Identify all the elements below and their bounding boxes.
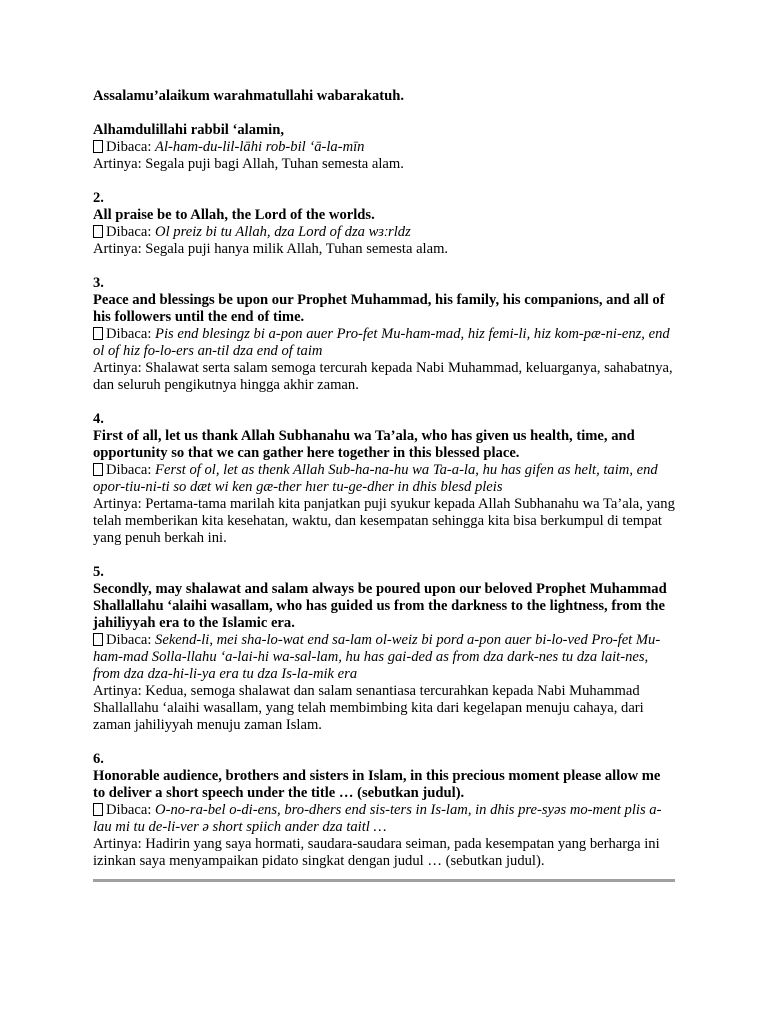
meaning-label: Artinya: [93,156,142,172]
item-reading [93,462,675,496]
greeting-line: Assalamu’alaikum warahmatullahi wabarakatuh. [93,88,404,104]
speech-item [93,275,675,394]
reading-text: Sekend-li, mei sha-lo-wat end sa-lam ol-weiz bi pord a-pon auer bi-lo-ved Pro-fet Mu-ham-mad Solla-llahu ‘a-lai-hi wa-sal-lam, hu has gai-ded as from dza dark-nes tu dza lait-nes, from dza dza-hi-li-ya era tu dza Is-la-mik era [93,632,661,682]
missing-glyph-icon [93,140,103,153]
meaning-text: Segala puji hanya milik Allah, Tuhan semesta alam. [145,241,449,257]
reading-label: Dibaca: [106,326,152,342]
item-meaning [93,156,675,173]
reading-text: O-no-ra-bel o-di-ens, bro-dhers end sis-ters in Is-lam, in dhis pre-syəs mo-ment plis a-lau mi tu de-li-ver ə short spiich ander dza taitl … [93,802,662,835]
item-meaning [93,836,675,870]
missing-glyph-icon [93,633,103,646]
item-meaning [93,360,675,394]
speech-items [93,122,675,870]
missing-glyph-icon [93,327,103,340]
meaning-text: Segala puji bagi Allah, Tuhan semesta alam. [145,156,404,172]
speech-item [93,751,675,870]
missing-glyph-icon [93,803,103,816]
item-text: First of all, let us thank Allah Subhanahu wa Ta’ala, who has given us health, time, and opportunity so that we can gather here together in this blessed place. [93,428,635,461]
item-reading [93,224,675,241]
item-reading [93,632,675,683]
reading-label: Dibaca: [106,139,152,155]
meaning-text: Shalawat serta salam semoga tercurah kepada Nabi Muhammad, keluarganya, sahabatnya, dan seluruh pengikutnya hingga akhir zaman. [93,360,673,393]
item-text: Secondly, may shalawat and salam always be poured upon our beloved Prophet Muhammad Shallallahu ‘alaihi wasallam, who has guided us from the darkness to the lightness, from the jahiliyyah era to the Islamic era. [93,581,667,631]
reading-text: Pis end blesingz bi a-pon auer Pro-fet Mu-ham-mad, hiz femi-li, hiz kom-pæ-ni-enz, end ol of hiz fo-lo-ers an-til dza end of taim [93,326,670,359]
item-reading [93,326,675,360]
reading-label: Dibaca: [106,224,152,240]
item-number: 6. [93,751,104,767]
reading-label: Dibaca: [106,462,152,478]
item-meaning [93,496,675,547]
item-number: 2. [93,190,104,206]
item-reading [93,802,675,836]
meaning-label: Artinya: [93,241,142,257]
item-text: Peace and blessings be upon our Prophet Muhammad, his family, his companions, and all of his followers until the end of time. [93,292,665,325]
horizontal-rule [93,879,675,882]
speech-item [93,411,675,547]
meaning-text: Hadirin yang saya hormati, saudara-saudara seiman, pada kesempatan yang berharga ini izinkan saya menyampaikan pidato singkat dengan judul … (sebutkan judul). [93,836,660,869]
missing-glyph-icon [93,225,103,238]
speech-item [93,122,675,173]
reading-text: Al-ham-du-lil-lāhi rob-bil ‘ā-la-mīn [155,139,365,155]
meaning-label: Artinya: [93,496,142,512]
speech-item [93,564,675,734]
meaning-text: Kedua, semoga shalawat dan salam senantiasa tercurahkan kepada Nabi Muhammad Shallallahu ‘alaihi wasallam, yang telah membimbing kita dari kegelapan menuju cahaya, dari zaman jahiliyyah menuju zaman Islam. [93,683,644,733]
item-text: Honorable audience, brothers and sisters in Islam, in this precious moment please allow me to deliver a short speech under the title … (sebutkan judul). [93,768,661,801]
meaning-label: Artinya: [93,360,142,376]
missing-glyph-icon [93,463,103,476]
item-meaning [93,241,675,258]
reading-label: Dibaca: [106,632,152,648]
item-reading [93,139,675,156]
reading-text: Ferst of ol, let as thenk Allah Sub-ha-na-hu wa Ta-a-la, hu has gifen as helt, taim, end opor-tiu-ni-ti so dæt wi ken gæ-ther hıer tu-ge-dher in dhis blesd pleis [93,462,658,495]
reading-text: Ol preiz bi tu Allah, dza Lord of dza wɜːrldz [155,224,411,240]
meaning-label: Artinya: [93,836,142,852]
meaning-text: Pertama-tama marilah kita panjatkan puji syukur kepada Allah Subhanahu wa Ta’ala, yang telah memberikan kita kesehatan, waktu, dan kesempatan sehingga kita bisa berkumpul di tempat yang penuh berkah ini. [93,496,675,546]
item-text: Alhamdulillahi rabbil ‘alamin, [93,122,284,138]
item-meaning [93,683,675,734]
document-body [93,88,675,887]
reading-label: Dibaca: [106,802,152,818]
item-number: 4. [93,411,104,427]
item-number: 3. [93,275,104,291]
meaning-label: Artinya: [93,683,142,699]
item-number: 5. [93,564,104,580]
item-text: All praise be to Allah, the Lord of the worlds. [93,207,375,223]
speech-item [93,190,675,258]
